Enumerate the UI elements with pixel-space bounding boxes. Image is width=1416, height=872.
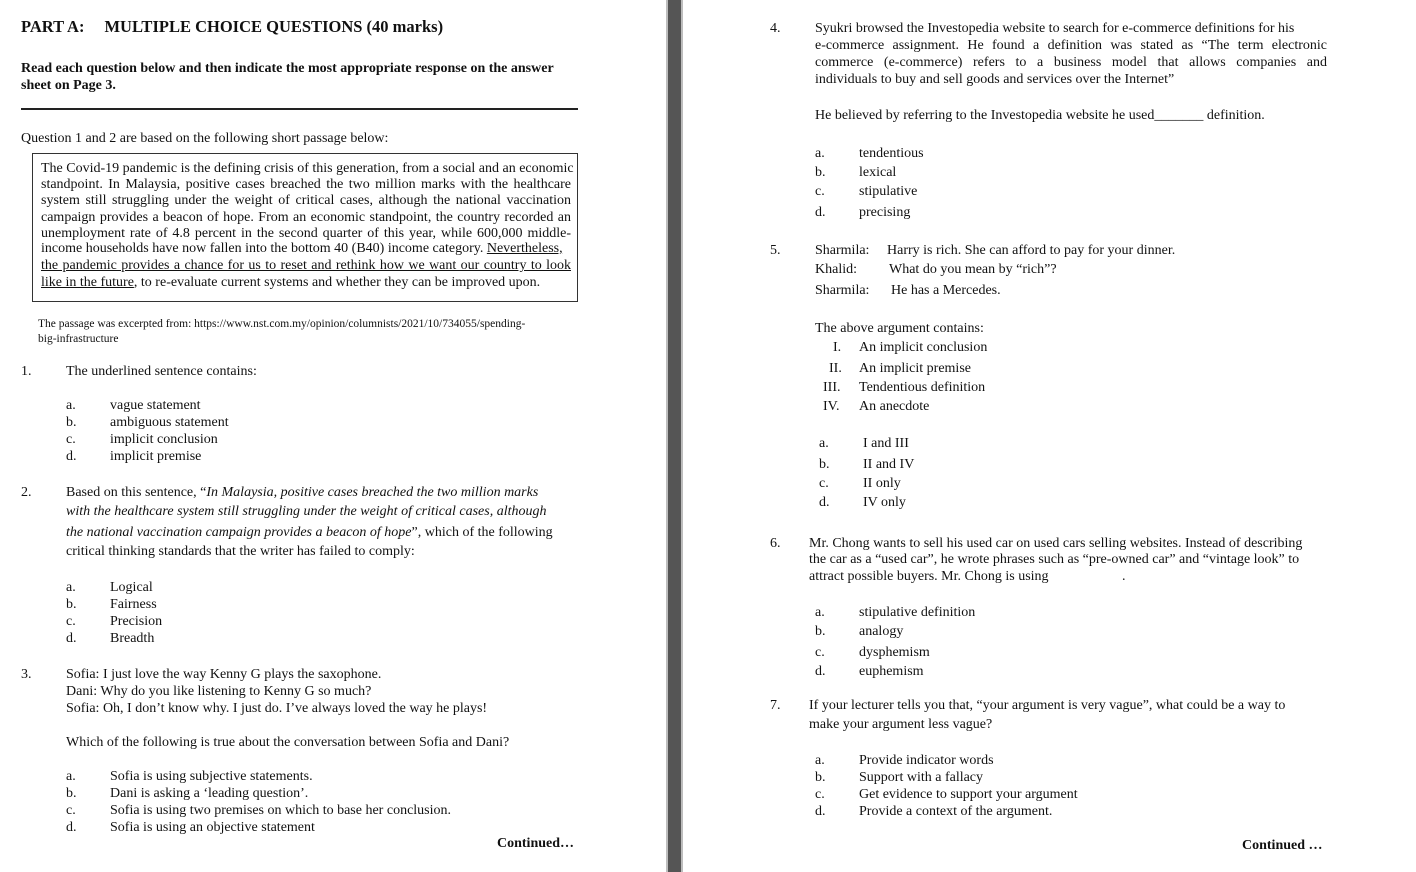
dialogue-line: Sofia: Oh, I don’t know why. I just do. I’ve always loved the way he plays! xyxy=(66,701,488,716)
option-letter: c. xyxy=(815,645,825,660)
option-letter: b. xyxy=(815,624,826,639)
roman-numeral: IV. xyxy=(823,399,840,414)
option-letter: d. xyxy=(815,205,826,220)
option-text: II and IV xyxy=(863,457,915,472)
option-letter: a. xyxy=(66,769,76,784)
passage-line: The Covid-19 pandemic is the defining crisis of this generation, from a social and an economic xyxy=(41,161,574,176)
option-text: Provide indicator words xyxy=(859,753,994,768)
question-stem: e-commerce assignment. He found a definition was stated as “The term electronic xyxy=(815,38,1327,53)
option-letter: d. xyxy=(66,631,77,646)
roman-text: Tendentious definition xyxy=(859,380,986,395)
continued-label: Continued… xyxy=(497,836,575,851)
option-text: implicit premise xyxy=(110,449,202,464)
option-letter: c. xyxy=(819,476,829,491)
part-label: PART A: xyxy=(21,17,85,36)
passage-text: income households have now fallen into the bottom 40 (B40) income category. xyxy=(41,241,487,256)
option-letter: d. xyxy=(819,495,830,510)
question-number: 3. xyxy=(21,667,32,682)
option-letter: a. xyxy=(815,753,825,768)
dialogue-speaker: Sharmila: xyxy=(815,283,870,298)
option-letter: d. xyxy=(66,820,77,835)
dialogue-line: Harry is rich. She can afford to pay for your dinner. xyxy=(887,243,1176,258)
option-text: IV only xyxy=(863,495,906,510)
option-text: Provide a context of the argument. xyxy=(859,804,1053,819)
option-text: Dani is asking a ‘leading question’. xyxy=(110,786,309,801)
option-text: euphemism xyxy=(859,664,924,679)
option-letter: b. xyxy=(815,770,826,785)
question-stem: commerce (e-commerce) refers to a business model that allows companies and xyxy=(815,55,1327,70)
option-text: Sofia is using subjective statements. xyxy=(110,769,313,784)
passage-box xyxy=(32,153,578,302)
option-text: analogy xyxy=(859,624,904,639)
passage-source: big-infrastructure xyxy=(38,333,119,345)
passage-line: unemployment rate of 4.8 percent in the second quarter of this year, while 600,000 middle- xyxy=(41,226,571,241)
roman-numeral: III. xyxy=(823,380,841,395)
quoted-sentence: In Malaysia, positive cases breached the two million marks xyxy=(206,485,539,500)
option-text: Sofia is using an objective statement xyxy=(110,820,315,835)
question-stem: critical thinking standards that the writer has failed to comply: xyxy=(66,544,415,559)
option-letter: b. xyxy=(66,786,77,801)
page-gutter xyxy=(666,0,683,872)
option-letter: c. xyxy=(815,787,825,802)
part-title xyxy=(21,18,443,35)
option-letter: c. xyxy=(66,614,76,629)
question-number: 7. xyxy=(770,698,781,713)
quoted-sentence: the national vaccination campaign provides a beacon of hope xyxy=(66,525,412,540)
option-text: implicit conclusion xyxy=(110,432,218,447)
option-text: II only xyxy=(863,476,901,491)
question-number: 6. xyxy=(770,536,781,551)
option-letter: a. xyxy=(815,146,825,161)
option-letter: d. xyxy=(815,804,826,819)
roman-numeral: II. xyxy=(829,361,842,376)
roman-numeral: I. xyxy=(833,340,842,355)
question-stem: Syukri browsed the Investopedia website to search for e-commerce definitions for his xyxy=(815,21,1295,36)
option-text: tendentious xyxy=(859,146,924,161)
passage-line: standpoint. In Malaysia, positive cases breached the two million marks with the healthcare xyxy=(41,177,571,192)
option-text: Precision xyxy=(110,614,163,629)
option-text: precising xyxy=(859,205,911,220)
option-text: dysphemism xyxy=(859,645,930,660)
option-letter: a. xyxy=(66,398,76,413)
dialogue-line: Sofia: I just love the way Kenny G plays the saxophone. xyxy=(66,667,382,682)
option-letter: c. xyxy=(66,803,76,818)
instructions-line-2: sheet on Page 3. xyxy=(21,78,116,93)
question-stem: The underlined sentence contains: xyxy=(66,364,257,379)
stem-text: Based on this sentence, “ xyxy=(66,485,207,500)
dialogue-speaker: Sharmila: xyxy=(815,243,870,258)
option-letter: b. xyxy=(819,457,830,472)
exam-page-left xyxy=(0,0,666,872)
roman-text: An implicit conclusion xyxy=(859,340,988,355)
passage-line xyxy=(41,240,563,257)
option-text: Support with a fallacy xyxy=(859,770,984,785)
part-title-text: MULTIPLE CHOICE QUESTIONS (40 marks) xyxy=(104,17,444,36)
instructions-line-1: Read each question below and then indicate the most appropriate response on the answer xyxy=(21,61,554,76)
passage-line: campaign provides a beacon of hope. From an economic standpoint, the country recorded an xyxy=(41,210,571,225)
continued-label: Continued … xyxy=(1242,838,1323,853)
option-letter: d. xyxy=(66,449,77,464)
question-stem: Mr. Chong wants to sell his used car on used cars selling websites. Instead of describing xyxy=(809,536,1303,551)
option-text: ambiguous statement xyxy=(110,415,229,430)
option-text: Sofia is using two premises on which to base her conclusion. xyxy=(110,803,452,818)
question-stem: attract possible buyers. Mr. Chong is using . xyxy=(809,569,1126,584)
option-text: vague statement xyxy=(110,398,201,413)
dialogue-speaker: Khalid: xyxy=(815,262,857,277)
quoted-sentence: with the healthcare system still struggling under the weight of critical cases, although xyxy=(66,504,547,519)
passage-intro: Question 1 and 2 are based on the following short passage below: xyxy=(21,131,389,146)
option-letter: b. xyxy=(66,597,77,612)
option-letter: d. xyxy=(815,664,826,679)
option-letter: b. xyxy=(815,165,826,180)
question-number: 1. xyxy=(21,364,32,379)
passage-line xyxy=(41,274,540,291)
underlined-sentence: the pandemic provides a chance for us to reset and rethink how we want our country to look xyxy=(41,258,571,273)
passage-source: The passage was excerpted from: https://www.nst.com.my/opinion/columnists/2021/10/734055/spending- xyxy=(38,318,526,330)
underlined-sentence: Nevertheless, xyxy=(486,241,563,256)
option-letter: b. xyxy=(66,415,77,430)
option-text: Fairness xyxy=(110,597,157,612)
passage-text: , to re-evaluate current systems and whether they can be improved upon. xyxy=(133,275,541,290)
question-stem: the car as a “used car”, he wrote phrases such as “pre-owned car” and “vintage look” to xyxy=(809,552,1300,567)
question-stem: Which of the following is true about the conversation between Sofia and Dani? xyxy=(66,735,510,750)
option-letter: a. xyxy=(819,436,829,451)
stem-text: ”, which of the following xyxy=(411,525,553,540)
option-text: Logical xyxy=(110,580,153,595)
question-stem: make your argument less vague? xyxy=(809,717,993,732)
question-number: 5. xyxy=(770,243,781,258)
option-text: lexical xyxy=(859,165,897,180)
option-text: Get evidence to support your argument xyxy=(859,787,1078,802)
question-stem: The above argument contains: xyxy=(815,321,984,336)
question-number: 2. xyxy=(21,485,32,500)
question-stem: He believed by referring to the Investopedia website he used_______ definition. xyxy=(815,108,1265,123)
roman-text: An implicit premise xyxy=(859,361,971,376)
question-stem: individuals to buy and sell goods and services over the Internet” xyxy=(815,72,1175,87)
passage-line: system still struggling under the weight of critical cases, although the national vaccination xyxy=(41,193,571,208)
option-letter: c. xyxy=(66,432,76,447)
option-letter: a. xyxy=(66,580,76,595)
question-stem: If your lecturer tells you that, “your argument is very vague”, what could be a way to xyxy=(809,698,1286,713)
option-text: I and III xyxy=(863,436,909,451)
underlined-sentence: like in the future xyxy=(41,275,134,290)
exam-page-right xyxy=(683,0,1416,872)
option-letter: a. xyxy=(815,605,825,620)
dialogue-line: What do you mean by “rich”? xyxy=(889,262,1057,277)
dialogue-line: Dani: Why do you like listening to Kenny G so much? xyxy=(66,684,372,699)
option-letter: c. xyxy=(815,184,825,199)
question-stem xyxy=(66,524,553,541)
option-text: Breadth xyxy=(110,631,155,646)
option-text: stipulative definition xyxy=(859,605,976,620)
question-number: 4. xyxy=(770,21,781,36)
section-divider xyxy=(21,108,578,110)
question-stem xyxy=(66,484,538,501)
option-text: stipulative xyxy=(859,184,918,199)
dialogue-line: He has a Mercedes. xyxy=(891,283,1001,298)
roman-text: An anecdote xyxy=(859,399,930,414)
